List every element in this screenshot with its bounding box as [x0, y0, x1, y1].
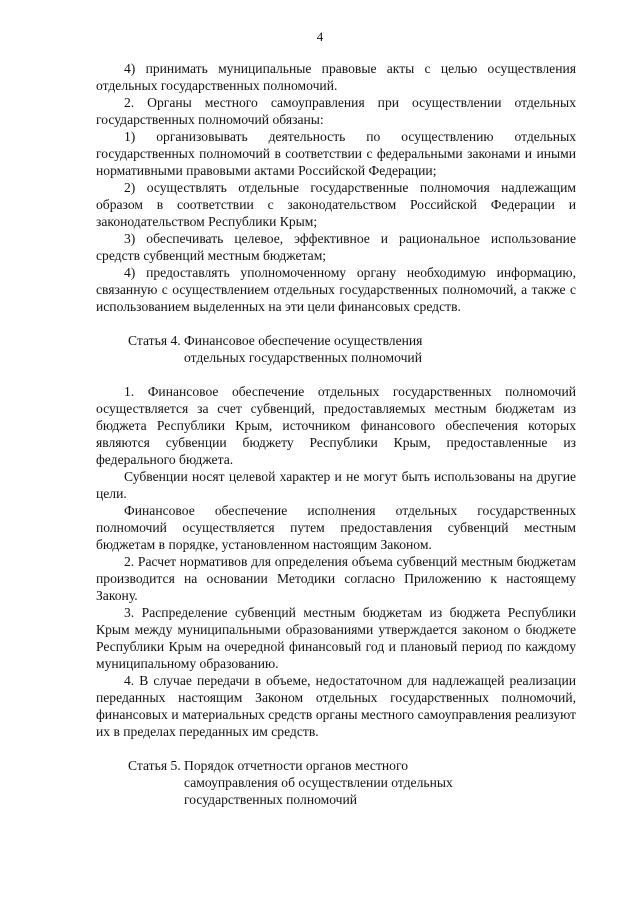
article-heading-line: Статья 5. Порядок отчетности органов местного: [128, 758, 409, 773]
paragraph: 3. Распределение субвенций местным бюджетам из бюджета Республики Крым между муниципальными образованиями утверждается законом о бюджете Республики Крым на очередной финансовый год и плановый период по каждому муниципальному образованию.: [96, 605, 576, 671]
paragraph: 3) обеспечивать целевое, эффективное и рациональное использование средств субвенций местным бюджетам;: [96, 231, 576, 263]
paragraph: 1. Финансовое обеспечение отдельных государственных полномочий осуществляется за счет субвенций, предоставляемых местным бюджетам из бюджета Республики Крым, источником финансового обеспечения которых являются субвенции бюджету Республики Крым, предоставленные из федерального бюджета.: [96, 384, 576, 467]
paragraph: 4) предоставлять уполномоченному органу необходимую информацию, связанную с осуществлением отдельных государственных полномочий, а также с использованием выделенных на эти цели финансовых средств.: [96, 265, 576, 314]
document-body: [96, 60, 576, 808]
article-4-heading: [96, 332, 576, 366]
article-heading-line: государственных полномочий: [184, 792, 358, 807]
paragraph: Финансовое обеспечение исполнения отдельных государственных полномочий осуществляется путем предоставления субвенций местным бюджетам в порядке, установленном настоящим Законом.: [96, 503, 576, 552]
article-5-heading: [96, 757, 576, 808]
article-heading-line: Статья 4. Финансовое обеспечение осуществления: [128, 333, 423, 348]
paragraph: Субвенции носят целевой характер и не могут быть использованы на другие цели.: [96, 469, 576, 501]
article-heading-line: самоуправления об осуществлении отдельных: [184, 775, 453, 790]
article-heading-line: отдельных государственных полномочий: [184, 350, 422, 365]
paragraph: 1) организовывать деятельность по осуществлению отдельных государственных полномочий в соответствии с федеральными законами и иными нормативными правовыми актами Российской Федерации;: [96, 129, 576, 178]
paragraph: 4. В случае передачи в объеме, недостаточном для надлежащей реализации переданных настоящим Законом отдельных государственных полномочий, финансовых и материальных средств органы местного самоуправления реализуют их в пределах переданных им средств.: [96, 673, 576, 739]
paragraph: 4) принимать муниципальные правовые акты с целью осуществления отдельных государственных полномочий.: [96, 61, 576, 93]
paragraph: 2. Расчет нормативов для определения объема субвенций местным бюджетам производится на основании Методики согласно Приложению к настоящему Закону.: [96, 554, 576, 603]
paragraph: 2. Органы местного самоуправления при осуществлении отдельных государственных полномочий обязаны:: [96, 95, 576, 127]
page-number: 4: [316, 29, 324, 44]
paragraph: 2) осуществлять отдельные государственные полномочия надлежащим образом в соответствии с законодательством Российской Федерации и законодательством Республики Крым;: [96, 180, 576, 229]
